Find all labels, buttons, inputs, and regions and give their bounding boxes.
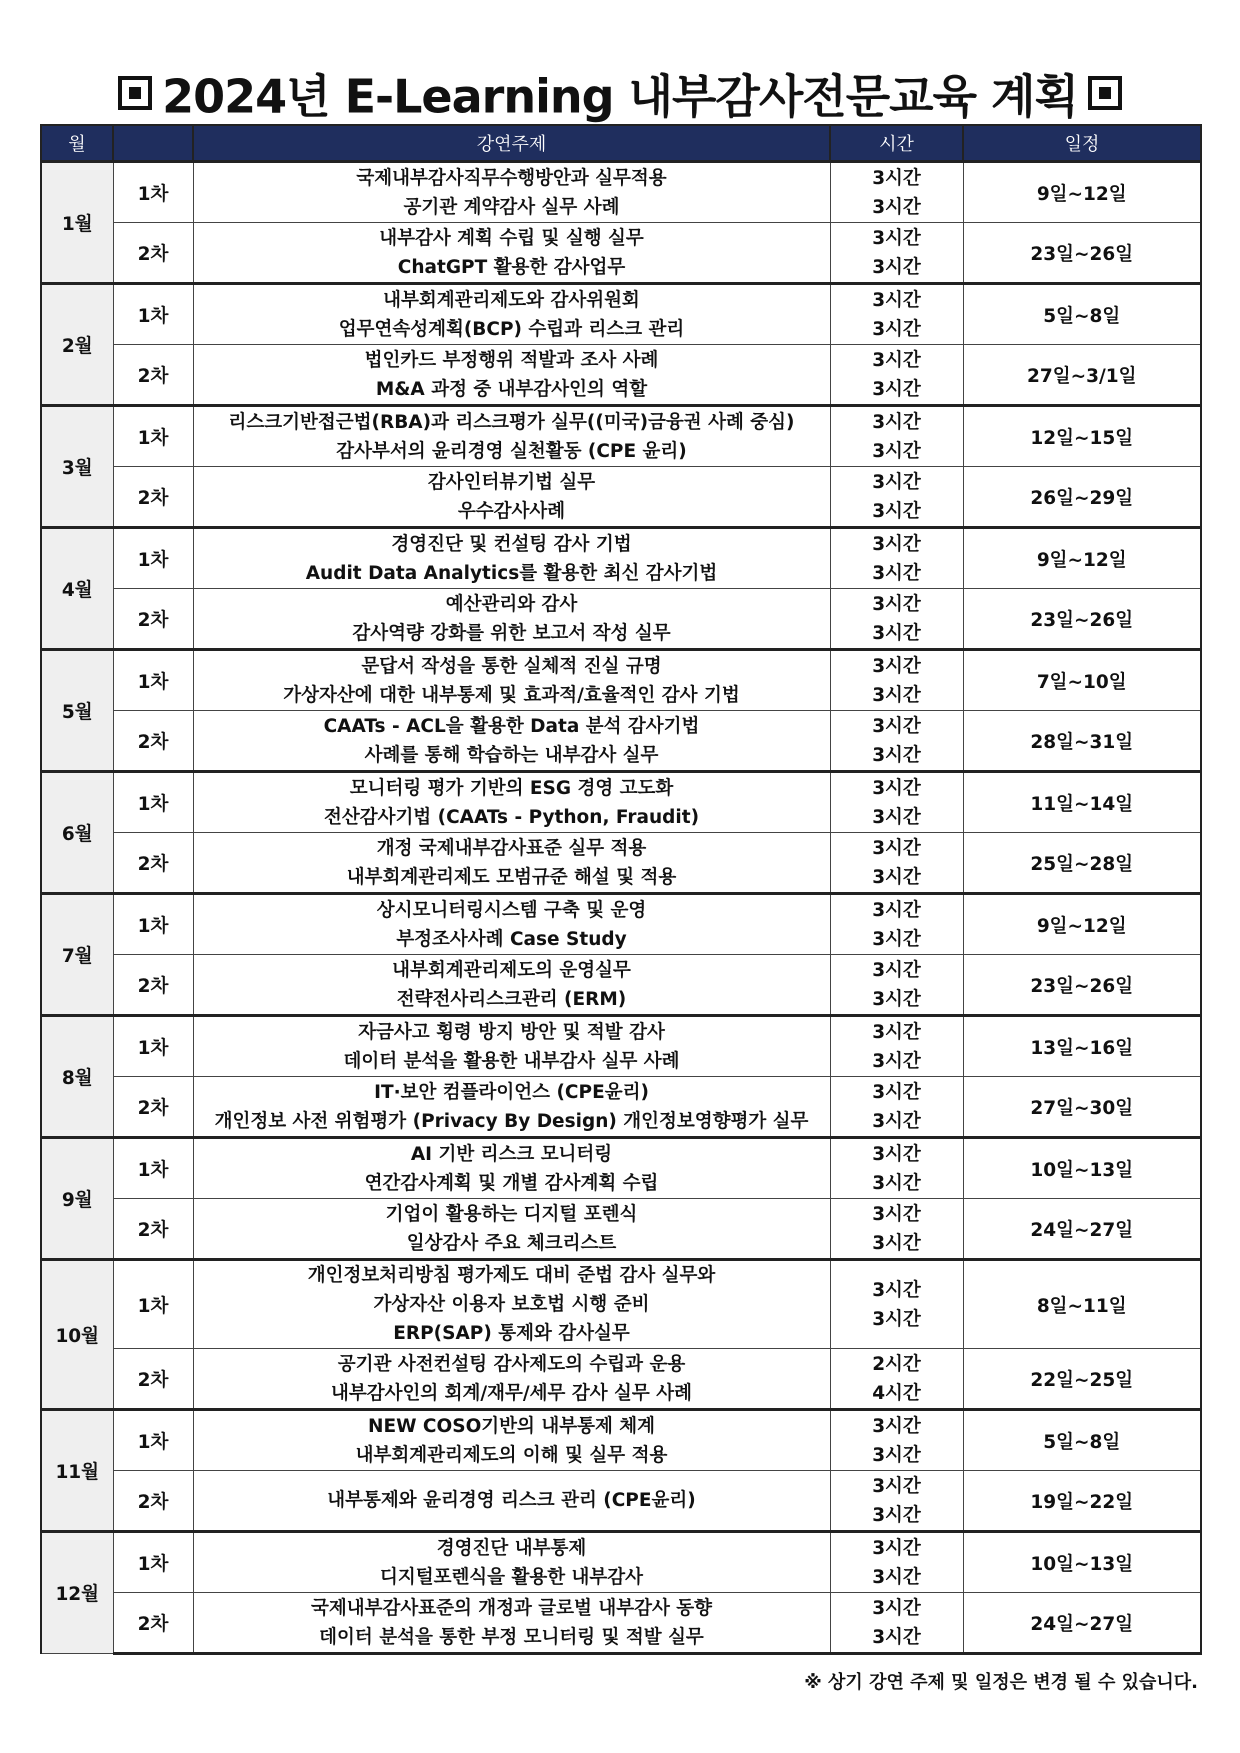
- topic-line: 데이터 분석을 활용한 내부감사 실무 사례: [343, 1050, 680, 1072]
- date-cell: 27일~3/1일: [963, 345, 1201, 406]
- time-line: 2시간: [872, 1353, 921, 1375]
- date-cell: 9일~12일: [963, 894, 1201, 955]
- topic-line: 개인정보 사전 위험평가 (Privacy By Design) 개인정보영향평가 실무: [214, 1110, 809, 1132]
- time-line: 3시간: [872, 1537, 921, 1559]
- round-cell: 2차: [113, 833, 193, 894]
- month-cell: 1월: [41, 162, 113, 284]
- time-cell: [830, 528, 963, 589]
- time-line: 3시간: [872, 1504, 921, 1526]
- round-cell: 2차: [113, 345, 193, 406]
- time-line: 3시간: [872, 1232, 921, 1254]
- topic-line: 자금사고 횡령 방지 방안 및 적발 감사: [358, 1021, 665, 1043]
- time-line: 3시간: [872, 866, 921, 888]
- topic-cell: [193, 1532, 830, 1593]
- round-cell: 2차: [113, 955, 193, 1016]
- topic-cell: [193, 467, 830, 528]
- date-cell: 9일~12일: [963, 528, 1201, 589]
- time-line: 3시간: [872, 440, 921, 462]
- topic-line: 내부통제와 윤리경영 리스크 관리 (CPE윤리): [327, 1490, 696, 1511]
- time-cell: [830, 589, 963, 650]
- date-cell: 24일~27일: [963, 1593, 1201, 1654]
- topic-cell: [193, 1260, 830, 1349]
- topic-line: 업무연속성계획(BCP) 수립과 리스크 관리: [338, 318, 685, 340]
- topic-cell: [193, 711, 830, 772]
- time-line: 3시간: [872, 1279, 921, 1301]
- time-line: 3시간: [872, 533, 921, 555]
- round-cell: 1차: [113, 894, 193, 955]
- square-bullet-icon: [1088, 76, 1122, 110]
- topic-cell: [193, 406, 830, 467]
- round-cell: 1차: [113, 528, 193, 589]
- round-cell: 2차: [113, 1349, 193, 1410]
- table-row: [41, 1410, 1201, 1471]
- topic-line: IT·보안 컴플라이언스 (CPE윤리): [374, 1081, 649, 1103]
- topic-cell: [193, 1471, 830, 1532]
- topic-line: AI 기반 리스크 모니터링: [410, 1143, 613, 1165]
- round-cell: 1차: [113, 1260, 193, 1349]
- time-cell: [830, 1138, 963, 1199]
- table-row: [41, 711, 1201, 772]
- table-row: [41, 162, 1201, 223]
- time-cell: [830, 711, 963, 772]
- time-line: 3시간: [872, 318, 921, 340]
- time-cell: [830, 345, 963, 406]
- date-cell: 10일~13일: [963, 1532, 1201, 1593]
- topic-line: 가상자산 이용자 보호법 시행 준비: [373, 1294, 650, 1315]
- round-cell: 1차: [113, 650, 193, 711]
- time-line: 3시간: [872, 684, 921, 706]
- topic-line: 일상감사 주요 체크리스트: [406, 1232, 617, 1254]
- time-cell: [830, 772, 963, 833]
- time-line: 3시간: [872, 167, 921, 189]
- time-line: 3시간: [872, 655, 921, 677]
- topic-line: 내부회계관리제도의 운영실무: [392, 959, 631, 981]
- time-cell: [830, 1016, 963, 1077]
- time-cell: [830, 467, 963, 528]
- time-cell: [830, 1260, 963, 1349]
- time-line: 3시간: [872, 837, 921, 859]
- table-row: [41, 650, 1201, 711]
- round-cell: 1차: [113, 1138, 193, 1199]
- table-row: [41, 1593, 1201, 1654]
- topic-cell: [193, 528, 830, 589]
- date-cell: 11일~14일: [963, 772, 1201, 833]
- time-line: 3시간: [872, 1566, 921, 1588]
- table-row: [41, 345, 1201, 406]
- time-cell: [830, 1532, 963, 1593]
- date-cell: 22일~25일: [963, 1349, 1201, 1410]
- header-date: 일정: [963, 125, 1201, 162]
- table-row: [41, 772, 1201, 833]
- table-row: [41, 1077, 1201, 1138]
- table-row: [41, 955, 1201, 1016]
- topic-line: 법인카드 부정행위 적발과 조사 사례: [364, 349, 659, 371]
- round-cell: 1차: [113, 1532, 193, 1593]
- topic-cell: [193, 1593, 830, 1654]
- time-cell: [830, 833, 963, 894]
- time-line: 3시간: [872, 1081, 921, 1103]
- topic-line: 문답서 작성을 통한 실체적 진실 규명: [361, 655, 662, 677]
- time-line: 3시간: [872, 1475, 921, 1497]
- date-cell: 23일~26일: [963, 589, 1201, 650]
- topic-line: 가상자산에 대한 내부통제 및 효과적/효율적인 감사 기법: [283, 684, 740, 706]
- time-line: 3시간: [872, 622, 921, 644]
- page-title: [0, 58, 1240, 132]
- date-cell: 26일~29일: [963, 467, 1201, 528]
- header-time: 시간: [830, 125, 963, 162]
- time-cell: [830, 406, 963, 467]
- date-cell: 23일~26일: [963, 223, 1201, 284]
- month-cell: 2월: [41, 284, 113, 406]
- topic-line: Audit Data Analytics를 활용한 최신 감사기법: [305, 562, 718, 584]
- date-cell: 5일~8일: [963, 284, 1201, 345]
- topic-line: 감사인터뷰기법 실무: [427, 471, 596, 493]
- date-cell: 13일~16일: [963, 1016, 1201, 1077]
- time-cell: [830, 223, 963, 284]
- date-cell: 5일~8일: [963, 1410, 1201, 1471]
- topic-line: 부정조사사례 Case Study: [396, 928, 627, 950]
- date-cell: 8일~11일: [963, 1260, 1201, 1349]
- topic-line: 우수감사사례: [457, 500, 566, 522]
- time-cell: [830, 1471, 963, 1532]
- table-row: [41, 1532, 1201, 1593]
- topic-cell: [193, 589, 830, 650]
- topic-cell: [193, 1138, 830, 1199]
- time-cell: [830, 650, 963, 711]
- topic-line: 내부회계관리제도와 감사위원회: [383, 289, 640, 311]
- round-cell: 1차: [113, 162, 193, 223]
- topic-line: 감사부서의 윤리경영 실천활동 (CPE 윤리): [336, 440, 687, 462]
- topic-cell: [193, 833, 830, 894]
- table-row: [41, 589, 1201, 650]
- round-cell: 2차: [113, 711, 193, 772]
- topic-cell: [193, 1349, 830, 1410]
- month-cell: 9월: [41, 1138, 113, 1260]
- time-line: 3시간: [872, 744, 921, 766]
- month-cell: 10월: [41, 1260, 113, 1410]
- topic-cell: [193, 1016, 830, 1077]
- footnote: ※ 상기 강연 주제 및 일정은 변경 될 수 있습니다.: [804, 1672, 1198, 1693]
- time-line: 3시간: [872, 988, 921, 1010]
- time-line: 3시간: [872, 1172, 921, 1194]
- round-cell: 1차: [113, 284, 193, 345]
- date-cell: 24일~27일: [963, 1199, 1201, 1260]
- topic-line: 내부감사 계획 수립 및 실행 실무: [379, 227, 644, 249]
- topic-line: 내부회계관리제도의 이해 및 실무 적용: [355, 1444, 668, 1466]
- topic-cell: [193, 955, 830, 1016]
- table-row: [41, 894, 1201, 955]
- table-row: [41, 467, 1201, 528]
- date-cell: 27일~30일: [963, 1077, 1201, 1138]
- month-cell: 11월: [41, 1410, 113, 1532]
- topic-line: 국제내부감사직무수행방안과 실무적용: [356, 167, 667, 189]
- round-cell: 1차: [113, 406, 193, 467]
- table-row: [41, 833, 1201, 894]
- topic-line: 디지털포렌식을 활용한 내부감사: [379, 1566, 644, 1588]
- time-line: 3시간: [872, 289, 921, 311]
- topic-line: 전산감사기법 (CAATs - Python, Fraudit): [323, 806, 700, 828]
- time-line: 3시간: [872, 1308, 921, 1330]
- month-cell: 6월: [41, 772, 113, 894]
- time-cell: [830, 1410, 963, 1471]
- topic-line: ChatGPT 활용한 감사업무: [397, 256, 626, 278]
- header-round: [113, 125, 193, 162]
- topic-line: M&A 과정 중 내부감사인의 역할: [375, 378, 648, 400]
- table-row: [41, 1260, 1201, 1349]
- table-row: [41, 1138, 1201, 1199]
- topic-line: 공기관 사전컨설팅 감사제도의 수립과 운용: [337, 1353, 686, 1375]
- time-cell: [830, 955, 963, 1016]
- date-cell: 19일~22일: [963, 1471, 1201, 1532]
- topic-cell: [193, 772, 830, 833]
- table-row: [41, 1199, 1201, 1260]
- time-line: 3시간: [872, 256, 921, 278]
- time-cell: [830, 1077, 963, 1138]
- topic-cell: [193, 650, 830, 711]
- table-row: [41, 406, 1201, 467]
- time-line: 3시간: [872, 471, 921, 493]
- time-line: 3시간: [872, 777, 921, 799]
- time-line: 3시간: [872, 1626, 921, 1648]
- topic-cell: [193, 345, 830, 406]
- round-cell: 1차: [113, 772, 193, 833]
- time-line: 3시간: [872, 378, 921, 400]
- table-row: [41, 1349, 1201, 1410]
- time-line: 4시간: [872, 1382, 921, 1404]
- date-cell: 12일~15일: [963, 406, 1201, 467]
- date-cell: 28일~31일: [963, 711, 1201, 772]
- table-header-row: [41, 125, 1201, 162]
- time-cell: [830, 1593, 963, 1654]
- topic-line: 사례를 통해 학습하는 내부감사 실무: [364, 744, 659, 766]
- time-line: 3시간: [872, 1444, 921, 1466]
- topic-line: 데이터 분석을 통한 부정 모니터링 및 적발 실무: [319, 1626, 704, 1648]
- table-row: [41, 1471, 1201, 1532]
- time-line: 3시간: [872, 959, 921, 981]
- time-line: 3시간: [872, 593, 921, 615]
- round-cell: 1차: [113, 1016, 193, 1077]
- round-cell: 2차: [113, 1199, 193, 1260]
- topic-line: 예산관리와 감사: [445, 593, 578, 615]
- square-bullet-icon: [118, 76, 152, 110]
- time-line: 3시간: [872, 1415, 921, 1437]
- time-line: 3시간: [872, 349, 921, 371]
- table-row: [41, 1016, 1201, 1077]
- round-cell: 2차: [113, 1471, 193, 1532]
- time-line: 3시간: [872, 500, 921, 522]
- topic-line: 전략전사리스크관리 (ERM): [396, 988, 627, 1010]
- time-line: 3시간: [872, 1050, 921, 1072]
- topic-line: 감사역량 강화를 위한 보고서 작성 실무: [352, 622, 671, 644]
- page-title-text: 2024년 E-Learning 내부감사전문교육 계획: [162, 69, 1078, 124]
- topic-line: 경영진단 및 컨설팅 감사 기법: [391, 533, 632, 555]
- header-topic: 강연주제: [193, 125, 830, 162]
- time-line: 3시간: [872, 1143, 921, 1165]
- table-row: [41, 528, 1201, 589]
- time-cell: [830, 162, 963, 223]
- round-cell: 2차: [113, 223, 193, 284]
- table-row: [41, 284, 1201, 345]
- topic-line: 경영진단 내부통제: [436, 1537, 587, 1559]
- topic-cell: [193, 1410, 830, 1471]
- time-line: 3시간: [872, 196, 921, 218]
- schedule-table: [40, 124, 1202, 1655]
- time-line: 3시간: [872, 411, 921, 433]
- date-cell: 23일~26일: [963, 955, 1201, 1016]
- time-line: 3시간: [872, 715, 921, 737]
- time-line: 3시간: [872, 562, 921, 584]
- time-line: 3시간: [872, 928, 921, 950]
- month-cell: 3월: [41, 406, 113, 528]
- round-cell: 2차: [113, 467, 193, 528]
- topic-line: 개인정보처리방침 평가제도 대비 준법 감사 실무와: [307, 1265, 716, 1286]
- date-cell: 25일~28일: [963, 833, 1201, 894]
- topic-line: 모니터링 평가 기반의 ESG 경영 고도화: [349, 777, 674, 799]
- round-cell: 2차: [113, 589, 193, 650]
- time-cell: [830, 894, 963, 955]
- time-line: 3시간: [872, 806, 921, 828]
- date-cell: 9일~12일: [963, 162, 1201, 223]
- topic-line: 국제내부감사표준의 개정과 글로벌 내부감사 동향: [310, 1597, 713, 1619]
- schedule-body: [41, 162, 1201, 1654]
- topic-cell: [193, 284, 830, 345]
- round-cell: 1차: [113, 1410, 193, 1471]
- topic-line: ERP(SAP) 통제와 감사실무: [393, 1323, 630, 1344]
- topic-cell: [193, 162, 830, 223]
- topic-line: 내부회계관리제도 모범규준 해설 및 적용: [346, 866, 677, 888]
- topic-cell: [193, 1077, 830, 1138]
- month-cell: 8월: [41, 1016, 113, 1138]
- topic-line: 리스크기반접근법(RBA)과 리스크평가 실무((미국)금융권 사례 중심): [228, 411, 795, 433]
- date-cell: 7일~10일: [963, 650, 1201, 711]
- topic-line: 연간감사계획 및 개별 감사계획 수립: [364, 1172, 659, 1194]
- time-cell: [830, 1199, 963, 1260]
- table-row: [41, 223, 1201, 284]
- topic-line: NEW COSO기반의 내부통제 체계: [367, 1415, 656, 1437]
- time-cell: [830, 284, 963, 345]
- topic-cell: [193, 223, 830, 284]
- date-cell: 10일~13일: [963, 1138, 1201, 1199]
- topic-line: 공기관 계약감사 실무 사례: [403, 196, 620, 218]
- topic-line: 상시모니터링시스템 구축 및 운영: [376, 899, 647, 921]
- topic-cell: [193, 894, 830, 955]
- month-cell: 7월: [41, 894, 113, 1016]
- time-line: 3시간: [872, 899, 921, 921]
- time-line: 3시간: [872, 1021, 921, 1043]
- month-cell: 12월: [41, 1532, 113, 1654]
- topic-line: CAATs - ACL을 활용한 Data 분석 감사기법: [323, 715, 700, 737]
- month-cell: 5월: [41, 650, 113, 772]
- time-line: 3시간: [872, 1597, 921, 1619]
- time-line: 3시간: [872, 1203, 921, 1225]
- time-line: 3시간: [872, 1110, 921, 1132]
- topic-cell: [193, 1199, 830, 1260]
- header-month: 월: [41, 125, 113, 162]
- topic-line: 기업이 활용하는 디지털 포렌식: [385, 1203, 638, 1225]
- round-cell: 2차: [113, 1593, 193, 1654]
- time-cell: [830, 1349, 963, 1410]
- topic-line: 내부감사인의 회계/재무/세무 감사 실무 사례: [331, 1382, 692, 1404]
- month-cell: 4월: [41, 528, 113, 650]
- topic-line: 개정 국제내부감사표준 실무 적용: [376, 837, 647, 859]
- time-line: 3시간: [872, 227, 921, 249]
- round-cell: 2차: [113, 1077, 193, 1138]
